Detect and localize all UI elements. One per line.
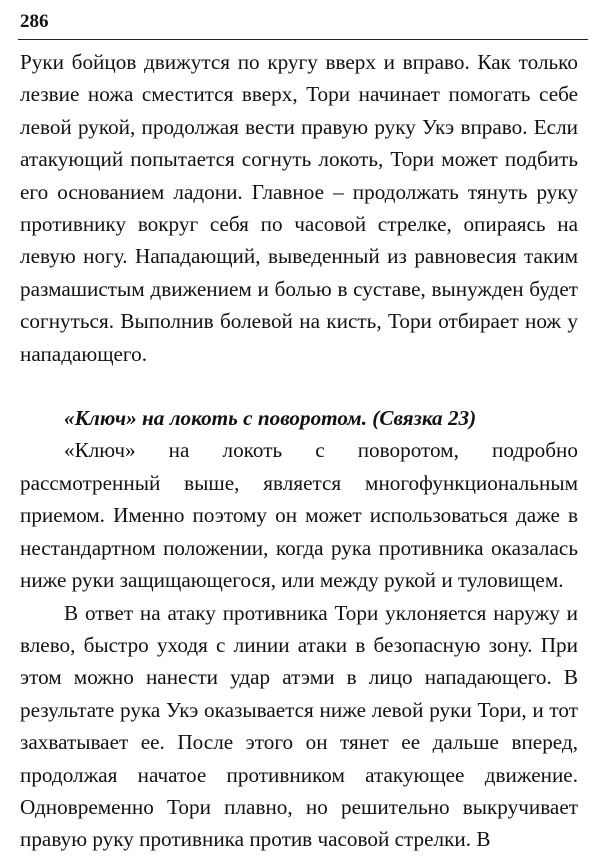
page-number: 286: [20, 11, 49, 32]
header-rule: [18, 39, 588, 40]
paragraph-3: В ответ на атаку противника Тори уклоняется наружу и влево, быстро уходя с линии атаки в безопасную зону. При этом можно нанести удар атэми в лицо нападающего. В результате рука Укэ оказывается ниже левой руки Тори, и тот захватывает ее. После этого он тянет ее дальше вперед, продолжая начатое противником атакующее движение. Одновременно Тори плавно, но решительно выкручивает правую руку противника против часовой стрелки. В: [20, 600, 578, 852]
paragraph-1: Руки бойцов движутся по кругу вверх и вправо. Как только лезвие ножа сместится вверх, Тори начинает помогать себе левой рукой, продолжая вести правую руку Укэ вправо. Если атакующий попытается согнуть локоть, Тори может подбить его основанием ладони. Главное – продолжать тянуть руку противнику вокруг себя по часовой стрелке, опираясь на левую ногу. Нападающий, выведенный из равновесия таким размашистым движением и болью в суставе, вынужден будет согнуться. Выполнив болевой на кисть, Тори отбирает нож у нападающего.: [20, 50, 578, 366]
section-heading: «Ключ» на локоть с поворотом. (Связка 23): [64, 406, 477, 431]
body-text: [20, 46, 578, 856]
paragraph-2: «Ключ» на локоть с поворотом, подробно рассмотренный выше, является многофункциональным приемом. Именно поэтому он может использоваться даже в нестандартном положении, когда рука противника оказалась ниже руки защищающегося, или между рукой и туловищем.: [20, 438, 578, 593]
